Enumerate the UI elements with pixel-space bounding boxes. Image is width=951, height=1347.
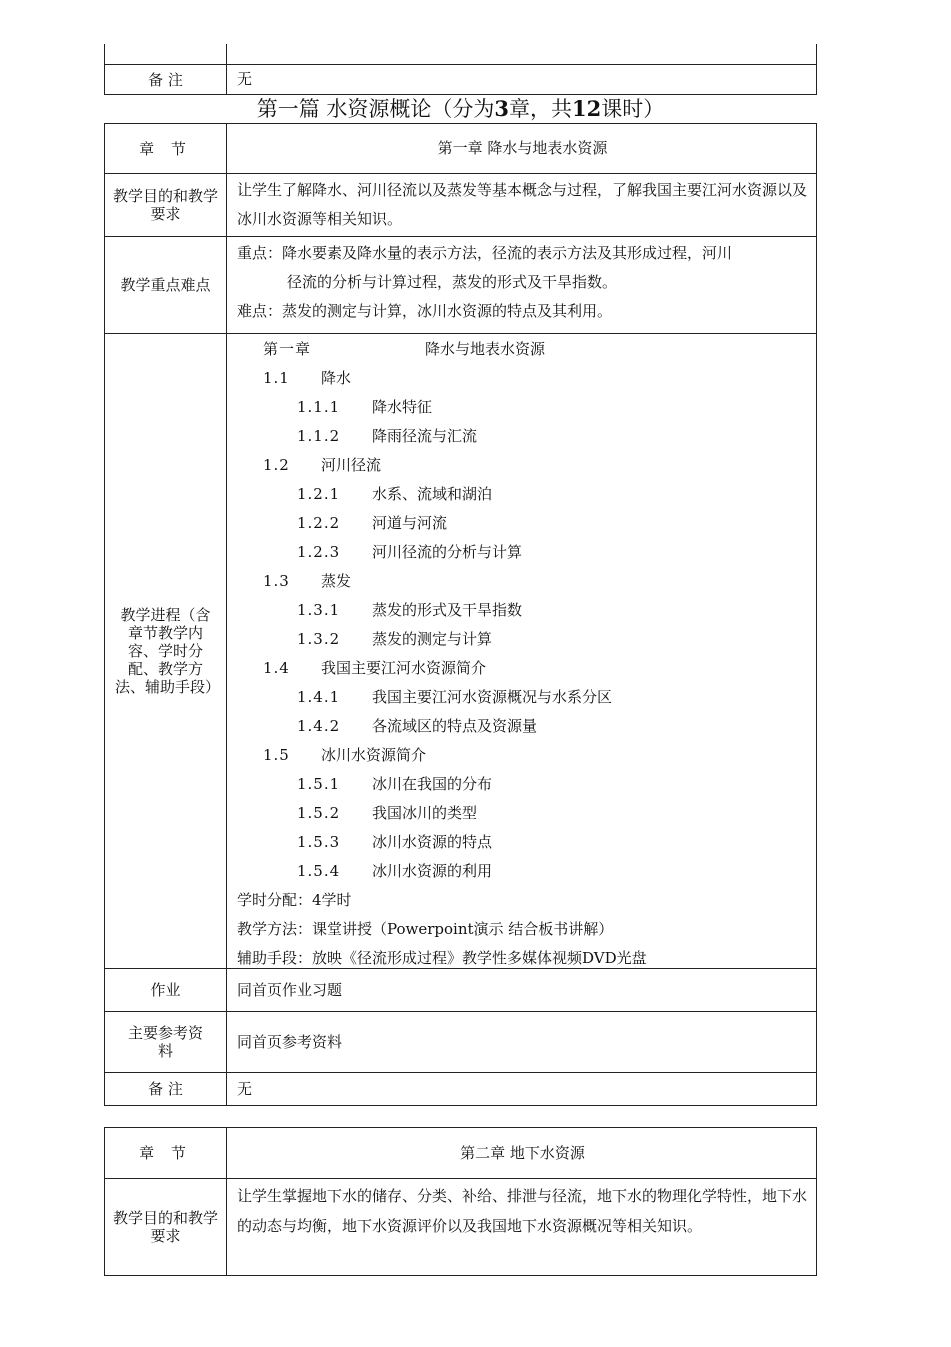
top-remarks-label: 备 注 [105, 65, 227, 94]
outline-item [237, 422, 808, 451]
outline-title: 各流域区的特点及资源量 [372, 717, 538, 735]
ch1-key-line2: 径流的分析与计算过程，蒸发的形式及干旱指数。 [287, 273, 618, 291]
outline-item [237, 683, 808, 712]
ch1-objectives-text: 让学生了解降水、河川径流以及蒸发等基本概念与过程，了解我国主要江河水资源以及冰川水资源等相关知识。 [237, 181, 808, 228]
outline-item [237, 335, 808, 364]
chapter1-table [104, 123, 817, 1106]
ch2-objectives-row [105, 1178, 816, 1275]
ch2-objectives-text: 让学生掌握地下水的储存、分类、补给、排泄与径流，地下水的物理化学特性，地下水的动态与均衡，地下水资源评价以及我国地下水资源概况等相关知识。 [237, 1187, 808, 1235]
outline-title: 蒸发的形式及干旱指数 [372, 601, 523, 619]
ch1-remarks-row [105, 1072, 816, 1105]
outline-item [237, 828, 808, 857]
outline-title: 蒸发的测定与计算 [372, 630, 493, 648]
outline-item [237, 393, 808, 422]
top-table [104, 44, 817, 95]
ch1-key-line1: 重点：降水要素及降水量的表示方法，径流的表示方法及其形成过程，河川 [237, 244, 733, 262]
outline-title: 冰川在我国的分布 [372, 775, 493, 793]
ch1-homework-value: 同首页作业习题 [237, 980, 343, 999]
outline-number: 1.3.1 [297, 601, 341, 619]
outline-item [237, 509, 808, 538]
outline-title: 降水 [321, 369, 352, 387]
top-remarks-row [105, 64, 816, 94]
outline-title: 冰川水资源的特点 [372, 833, 493, 851]
ch1-hours-line: 学时分配：4学时 [237, 891, 352, 909]
outline-title: 水系、流域和湖泊 [372, 485, 493, 503]
outline-item [237, 770, 808, 799]
outline-item [237, 857, 808, 886]
outline-item [237, 741, 808, 770]
ch1-section-label: 章 节 [105, 124, 227, 173]
ch2-section-row [105, 1128, 816, 1178]
ch1-refs-row [105, 1011, 816, 1072]
outline-item [237, 799, 808, 828]
top-blank-label-cell [105, 44, 227, 64]
part-hour-count: 12 [572, 96, 602, 121]
chapter2-table [104, 1127, 817, 1276]
ch1-process-cell [227, 334, 816, 968]
outline-title: 降雨径流与汇流 [372, 427, 478, 445]
top-blank-row [105, 44, 816, 64]
outline-title: 我国冰川的类型 [372, 804, 478, 822]
outline-number: 1.3 [263, 572, 290, 590]
ch1-keypoints-row [105, 236, 816, 333]
outline-item [237, 654, 808, 683]
ch1-homework-row [105, 968, 816, 1011]
outline-number: 1.1 [263, 369, 290, 387]
outline-item [237, 480, 808, 509]
outline-title: 冰川水资源简介 [321, 746, 427, 764]
outline-number: 1.5.3 [297, 833, 341, 851]
ch1-homework-label: 作业 [105, 969, 227, 1011]
ch1-keypoints-label: 教学重点难点 [105, 237, 227, 333]
outline-number: 1.5.2 [297, 804, 341, 822]
ch1-aid-line: 辅助手段：放映《径流形成过程》教学性多媒体视频DVD光盘 [237, 949, 647, 967]
ch2-section-value: 第二章 地下水资源 [460, 1143, 585, 1162]
outline-title: 我国主要江河水资源概况与水系分区 [372, 688, 613, 706]
outline-number: 1.3.2 [297, 630, 341, 648]
ch1-refs-value: 同首页参考资料 [237, 1032, 343, 1051]
outline-item [237, 451, 808, 480]
outline-number: 1.2.1 [297, 485, 341, 503]
ch1-objectives-row [105, 173, 816, 236]
outline-title: 冰川水资源的利用 [372, 862, 493, 880]
ch1-section-row [105, 124, 816, 173]
ch1-refs-label: 主要参考资料 [105, 1012, 227, 1072]
outline-number: 1.1.2 [297, 427, 341, 445]
outline-number: 1.4.1 [297, 688, 341, 706]
ch1-process-label: 教学进程（含章节教学内容、学时分配、教学方法、辅助手段） [105, 334, 227, 968]
outline-item [237, 364, 808, 393]
outline-number: 1.5.4 [297, 862, 341, 880]
outline-title: 河川径流 [321, 456, 382, 474]
outline-item [237, 567, 808, 596]
top-remarks-value: 无 [237, 70, 253, 88]
outline-item [237, 596, 808, 625]
ch1-outline [237, 335, 808, 886]
ch1-objectives-label: 教学目的和教学要求 [105, 174, 227, 236]
outline-title: 蒸发 [321, 572, 352, 590]
ch2-objectives-label: 教学目的和教学要求 [105, 1179, 227, 1275]
ch1-remarks-label: 备 注 [105, 1073, 227, 1105]
ch1-keypoints-cell [227, 237, 816, 333]
ch1-process-row [105, 333, 816, 968]
ch1-remarks-value: 无 [237, 1079, 253, 1098]
outline-item [237, 625, 808, 654]
outline-number: 1.1.1 [297, 398, 341, 416]
outline-item [237, 538, 808, 567]
ch1-method-line: 教学方法：课堂讲授（Powerpoint演示 结合板书讲解） [237, 920, 614, 938]
outline-title: 降水与地表水资源 [425, 340, 546, 358]
part-chapter-count: 3 [494, 96, 510, 121]
ch1-section-value: 第一章 降水与地表水资源 [437, 139, 608, 157]
outline-number: 1.2.3 [297, 543, 341, 561]
top-blank-value-cell [227, 44, 816, 64]
ch1-difficulty-line: 难点：蒸发的测定与计算，冰川水资源的特点及其利用。 [237, 302, 613, 320]
outline-number: 1.2 [263, 456, 290, 474]
outline-title: 我国主要江河水资源简介 [321, 659, 487, 677]
outline-number: 第一章 [263, 340, 312, 358]
outline-title: 河道与河流 [372, 514, 448, 532]
outline-title: 河川径流的分析与计算 [372, 543, 523, 561]
outline-number: 1.2.2 [297, 514, 341, 532]
outline-number: 1.4.2 [297, 717, 341, 735]
part-title: 第一篇 水资源概论（分为3章，共12课时） [256, 96, 665, 121]
outline-item [237, 712, 808, 741]
outline-title: 降水特征 [372, 398, 433, 416]
outline-number: 1.5 [263, 746, 290, 764]
ch2-section-label: 章 节 [105, 1128, 227, 1178]
outline-number: 1.5.1 [297, 775, 341, 793]
outline-number: 1.4 [263, 659, 290, 677]
